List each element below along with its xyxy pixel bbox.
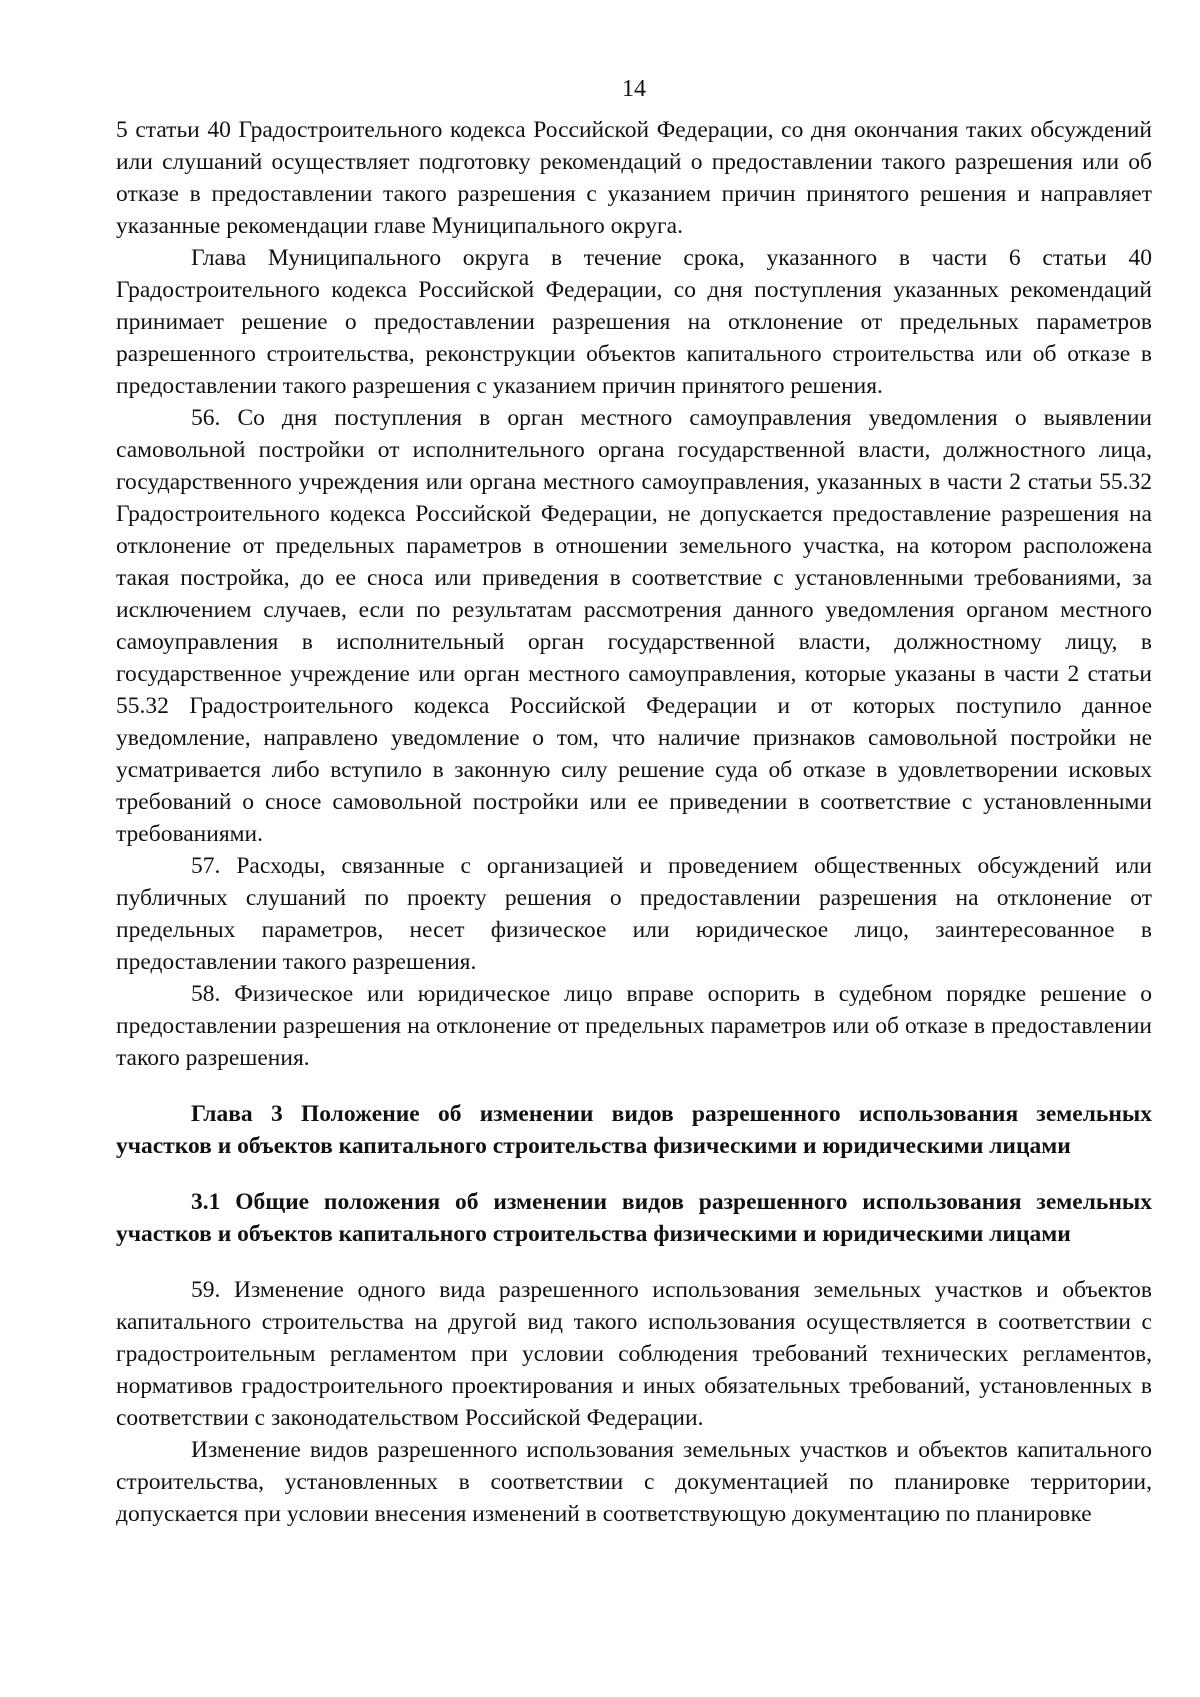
- paragraph-change-types: Изменение видов разрешенного использования земельных участков и объектов капитального строительства, установленных в соответствии с документацией по планировке территории, допускается при условии внесения изменений в соответствующую документацию по планировке: [116, 1437, 1152, 1527]
- page-number: 14: [622, 76, 646, 102]
- paragraph-59: 59. Изменение одного вида разрешенного использования земельных участков и объектов капитального строительства на другой вид такого использования осуществляется в соответствии с градостроительным регламентом при условии соблюдения требований технических регламентов, нормативов градостроительного проектирования и иных обязательных требований, установленных в соответствии с законодательством Российской Федерации.: [116, 1277, 1152, 1431]
- paragraph-continuation: 5 статьи 40 Градостроительного кодекса Российской Федерации, со дня окончания таких обсуждений или слушаний осуществляет подготовку рекомендаций о предоставлении такого разрешения или об отказе в предоставлении такого разрешения с указанием причин принятого решения и направляет указанные рекомендации главе Муниципального округа.: [116, 117, 1152, 239]
- paragraph-head-decision: Глава Муниципального округа в течение срока, указанного в части 6 статьи 40 Градостроительного кодекса Российской Федерации, со дня поступления указанных рекомендаций принимает решение о предоставлении разрешения на отклонение от предельных параметров разрешенного строительства, реконструкции объектов капитального строительства или об отказе в предоставлении такого разрешения с указанием причин принятого решения.: [116, 245, 1152, 399]
- document-page: [116, 0, 1152, 1530]
- chapter-3-heading: Глава 3 Положение об изменении видов разрешенного использования земельных участков и объектов капитального строительства физическими и юридическими лицами: [116, 1101, 1152, 1159]
- section-3-1-heading: 3.1 Общие положения об изменении видов разрешенного использования земельных участков и объектов капитального строительства физическими и юридическими лицами: [116, 1189, 1152, 1247]
- paragraph-58: 58. Физическое или юридическое лицо вправе оспорить в судебном порядке решение о предоставлении разрешения на отклонение от предельных параметров или об отказе в предоставлении такого разрешения.: [116, 981, 1152, 1071]
- paragraph-56: 56. Со дня поступления в орган местного самоуправления уведомления о выявлении самовольной постройки от исполнительного органа государственной власти, должностного лица, государственного учреждения или органа местного самоуправления, указанных в части 2 статьи 55.32 Градостроительного кодекса Российской Федерации, не допускается предоставление разрешения на отклонение от предельных параметров в отношении земельного участка, на котором расположена такая постройка, до ее сноса или приведения в соответствие с установленными требованиями, за исключением случаев, если по результатам рассмотрения данного уведомления органом местного самоуправления в исполнительный орган государственной власти, должностному лицу, в государственное учреждение или орган местного самоуправления, которые указаны в части 2 статьи 55.32 Градостроительного кодекса Российской Федерации и от которых поступило данное уведомление, направлено уведомление о том, что наличие признаков самовольной постройки не усматривается либо вступило в законную силу решение суда об отказе в удовлетворении исковых требований о сносе самовольной постройки или ее приведении в соответствие с установленными требованиями.: [116, 405, 1152, 847]
- paragraph-57: 57. Расходы, связанные с организацией и проведением общественных обсуждений или публичных слушаний по проекту решения о предоставлении разрешения на отклонение от предельных параметров, несет физическое или юридическое лицо, заинтересованное в предоставлении такого разрешения.: [116, 853, 1152, 975]
